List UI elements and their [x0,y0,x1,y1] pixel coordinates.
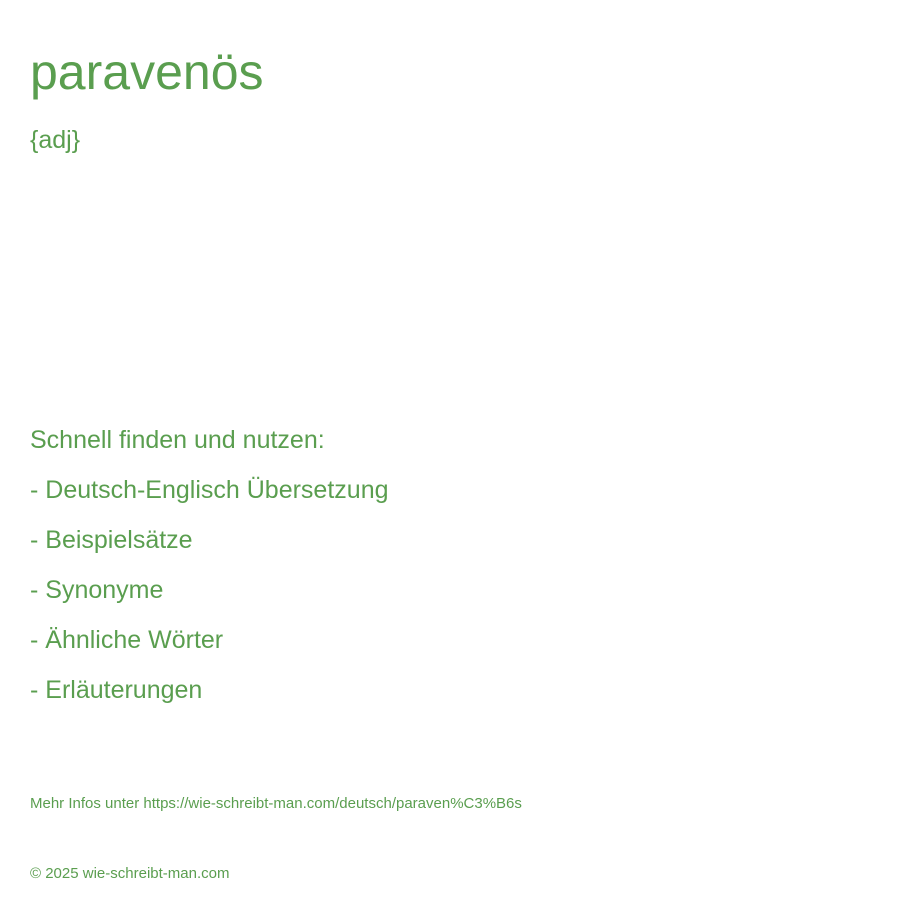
feature-item-explanations: - Erläuterungen [30,676,203,704]
feature-item-synonyms: - Synonyme [30,576,164,604]
features-list [30,472,389,722]
headword-title: paravenös [30,44,264,100]
more-info-prefix: Mehr Infos unter [30,795,140,812]
feature-item-translation: - Deutsch-Englisch Übersetzung [30,476,389,504]
feature-item-similar-words: - Ähnliche Wörter [30,626,224,654]
feature-item-example-sentences: - Beispielsätze [30,526,193,554]
features-heading: Schnell finden und nutzen: [30,426,325,454]
part-of-speech-label: {adj} [30,126,81,154]
features-section [30,422,389,722]
copyright-notice: © 2025 wie-schreibt-man.com [30,865,230,882]
more-info-link[interactable]: https://wie-schreibt-man.com/deutsch/paraven%C3%B6s [143,795,522,812]
more-info-line [30,794,522,814]
